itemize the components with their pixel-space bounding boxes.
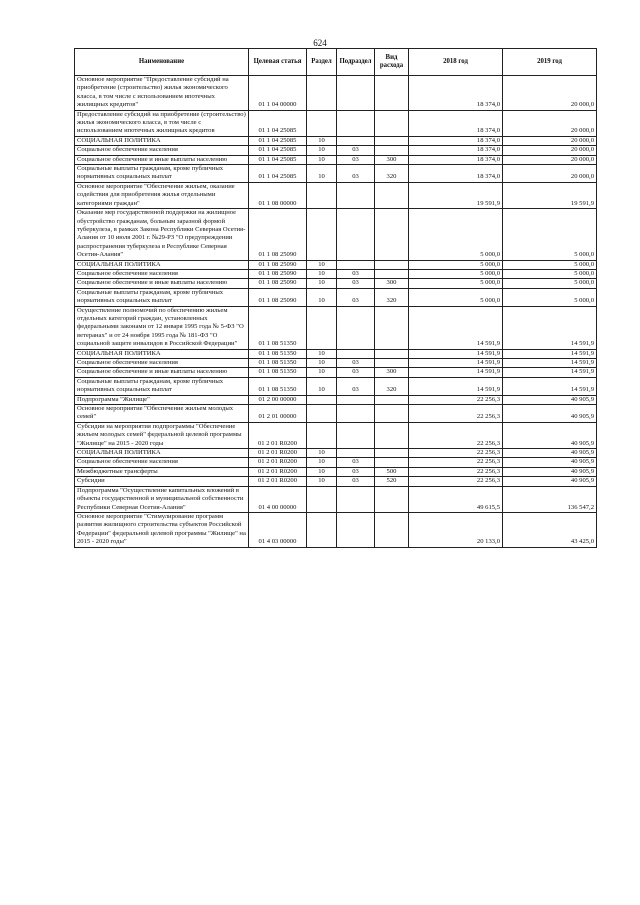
- row-code: 01 2 01 R0200: [249, 422, 307, 448]
- table-row: [75, 349, 597, 358]
- table-header-row: [75, 49, 597, 76]
- row-razdel: [307, 306, 337, 349]
- row-razdel: 10: [307, 155, 337, 164]
- row-vid: [375, 182, 409, 208]
- row-code: 01 1 08 51350: [249, 349, 307, 358]
- row-name: Социальное обеспечение населения: [75, 458, 249, 467]
- row-vid: [375, 512, 409, 547]
- row-2018: 22 256,3: [409, 477, 503, 486]
- header-code: Целевая статья: [249, 49, 307, 76]
- row-vid: [375, 359, 409, 368]
- page-number: 624: [313, 38, 327, 48]
- row-podrazdel: [337, 486, 375, 512]
- row-podrazdel: [337, 395, 375, 404]
- row-2018: 5 000,0: [409, 260, 503, 269]
- row-2019: 14 591,9: [503, 359, 597, 368]
- row-razdel: [307, 422, 337, 448]
- row-code: 01 2 01 R0200: [249, 449, 307, 458]
- row-podrazdel: 03: [337, 477, 375, 486]
- row-podrazdel: 03: [337, 467, 375, 476]
- row-razdel: [307, 76, 337, 111]
- row-code: 01 1 08 25090: [249, 279, 307, 288]
- row-2018: 5 000,0: [409, 279, 503, 288]
- row-code: 01 1 04 25085: [249, 110, 307, 136]
- row-vid: 300: [375, 155, 409, 164]
- row-name: Социальные выплаты гражданам, кроме публичных нормативных социальных выплат: [75, 165, 249, 183]
- table-row: [75, 182, 597, 208]
- row-razdel: 10: [307, 165, 337, 183]
- row-vid: 320: [375, 288, 409, 306]
- row-2019: 5 000,0: [503, 209, 597, 260]
- table-row: [75, 486, 597, 512]
- row-2019: 5 000,0: [503, 269, 597, 278]
- row-code: 01 2 01 R0200: [249, 467, 307, 476]
- header-podrazdel: Подраздел: [337, 49, 375, 76]
- row-code: 01 4 00 00000: [249, 486, 307, 512]
- row-2019: 40 905,9: [503, 458, 597, 467]
- row-code: 01 2 01 R0200: [249, 477, 307, 486]
- row-razdel: 10: [307, 136, 337, 145]
- row-2018: 5 000,0: [409, 288, 503, 306]
- row-code: 01 1 08 25090: [249, 260, 307, 269]
- row-2018: 19 591,9: [409, 182, 503, 208]
- row-vid: [375, 422, 409, 448]
- row-razdel: 10: [307, 477, 337, 486]
- header-name: Наименование: [75, 49, 249, 76]
- row-name: Основное мероприятие "Обеспечение жильем молодых семей": [75, 405, 249, 423]
- row-2019: 20 000,0: [503, 155, 597, 164]
- row-2018: 14 591,9: [409, 306, 503, 349]
- table-row: [75, 359, 597, 368]
- row-razdel: 10: [307, 349, 337, 358]
- row-vid: 300: [375, 279, 409, 288]
- row-razdel: 10: [307, 377, 337, 395]
- row-podrazdel: [337, 110, 375, 136]
- row-code: 01 2 01 00000: [249, 405, 307, 423]
- row-2019: 5 000,0: [503, 288, 597, 306]
- row-podrazdel: [337, 422, 375, 448]
- row-podrazdel: 03: [337, 269, 375, 278]
- row-name: Социальное обеспечение населения: [75, 359, 249, 368]
- header-vid: Вид расхода: [375, 49, 409, 76]
- row-razdel: 10: [307, 467, 337, 476]
- table-row: [75, 395, 597, 404]
- row-2018: 18 374,0: [409, 165, 503, 183]
- row-code: 01 4 03 00000: [249, 512, 307, 547]
- row-podrazdel: 03: [337, 288, 375, 306]
- row-vid: [375, 405, 409, 423]
- row-podrazdel: 03: [337, 165, 375, 183]
- row-razdel: [307, 405, 337, 423]
- row-podrazdel: 03: [337, 458, 375, 467]
- row-vid: [375, 449, 409, 458]
- row-razdel: [307, 486, 337, 512]
- row-vid: [375, 458, 409, 467]
- row-name: Социальное обеспечение и иные выплаты населению: [75, 368, 249, 377]
- row-razdel: 10: [307, 279, 337, 288]
- row-2019: 14 591,9: [503, 368, 597, 377]
- row-2019: 40 905,9: [503, 467, 597, 476]
- row-2019: 40 905,9: [503, 422, 597, 448]
- row-razdel: [307, 209, 337, 260]
- row-vid: 320: [375, 377, 409, 395]
- row-2019: 136 547,2: [503, 486, 597, 512]
- header-razdel: Раздел: [307, 49, 337, 76]
- row-name: Субсидии: [75, 477, 249, 486]
- row-podrazdel: [337, 76, 375, 111]
- row-code: 01 1 04 25085: [249, 165, 307, 183]
- row-2018: 18 374,0: [409, 136, 503, 145]
- row-razdel: [307, 182, 337, 208]
- row-2018: 5 000,0: [409, 269, 503, 278]
- row-vid: 300: [375, 368, 409, 377]
- row-name: Субсидии на мероприятия подпрограммы "Обеспечение жильем молодых семей" федеральной целевой программы "Жилище" на 2015 - 2020 годы: [75, 422, 249, 448]
- row-2019: 5 000,0: [503, 260, 597, 269]
- row-podrazdel: [337, 136, 375, 145]
- table-row: [75, 155, 597, 164]
- table-row: [75, 76, 597, 111]
- row-podrazdel: [337, 306, 375, 349]
- row-code: 01 2 00 00000: [249, 395, 307, 404]
- row-razdel: 10: [307, 449, 337, 458]
- row-2019: 43 425,0: [503, 512, 597, 547]
- row-2018: 20 133,0: [409, 512, 503, 547]
- row-vid: [375, 209, 409, 260]
- row-2019: 20 000,0: [503, 110, 597, 136]
- row-2018: 18 374,0: [409, 146, 503, 155]
- row-vid: [375, 349, 409, 358]
- row-name: Подпрограмма "Жилище": [75, 395, 249, 404]
- table-row: [75, 467, 597, 476]
- table-row: [75, 405, 597, 423]
- table-row: [75, 269, 597, 278]
- row-podrazdel: [337, 449, 375, 458]
- row-vid: [375, 269, 409, 278]
- row-2018: 22 256,3: [409, 449, 503, 458]
- row-vid: [375, 486, 409, 512]
- table-row: [75, 368, 597, 377]
- row-2018: 14 591,9: [409, 349, 503, 358]
- row-razdel: [307, 512, 337, 547]
- row-name: Оказание мер государственной поддержки на жилищное обустройство гражданам, больным заразной формой туберкулеза, в рамках Закона Республики Северная Осетия-Алания от 10 июля 2001 г. №29-РЗ "О предупреждении распространения туберкулеза в Республике Северная Осетия-Алания": [75, 209, 249, 260]
- row-2018: 22 256,3: [409, 458, 503, 467]
- row-podrazdel: [337, 349, 375, 358]
- row-code: 01 1 08 51350: [249, 359, 307, 368]
- row-2019: 14 591,9: [503, 306, 597, 349]
- row-name: Основное мероприятие "Предоставление субсидий на приобретение (строительство) жилья экономического класса, в том числе с использованием ипотечных жилищных кредитов": [75, 76, 249, 111]
- row-2019: 40 905,9: [503, 405, 597, 423]
- row-podrazdel: 03: [337, 155, 375, 164]
- table-row: [75, 260, 597, 269]
- row-name: Межбюджетные трансферты: [75, 467, 249, 476]
- row-razdel: [307, 110, 337, 136]
- row-code: 01 1 04 25085: [249, 136, 307, 145]
- table-row: [75, 279, 597, 288]
- row-2019: 20 000,0: [503, 146, 597, 155]
- row-vid: [375, 110, 409, 136]
- table-row: [75, 288, 597, 306]
- row-name: СОЦИАЛЬНАЯ ПОЛИТИКА: [75, 260, 249, 269]
- row-2019: 40 905,9: [503, 477, 597, 486]
- row-podrazdel: [337, 405, 375, 423]
- row-2018: 22 256,3: [409, 405, 503, 423]
- row-vid: [375, 136, 409, 145]
- row-vid: [375, 76, 409, 111]
- row-2019: 20 000,0: [503, 76, 597, 111]
- row-2018: 14 591,9: [409, 359, 503, 368]
- row-2019: 40 905,9: [503, 449, 597, 458]
- table-row: [75, 449, 597, 458]
- row-2019: 5 000,0: [503, 279, 597, 288]
- row-name: Социальные выплаты гражданам, кроме публичных нормативных социальных выплат: [75, 377, 249, 395]
- row-vid: [375, 260, 409, 269]
- row-name: Предоставление субсидий на приобретение (строительство) жилья экономического класса, в том числе с использованием ипотечных жилищных кредитов: [75, 110, 249, 136]
- row-vid: [375, 395, 409, 404]
- row-2019: 14 591,9: [503, 377, 597, 395]
- row-code: 01 1 08 51350: [249, 377, 307, 395]
- row-2018: 5 000,0: [409, 209, 503, 260]
- table-row: [75, 377, 597, 395]
- row-name: Социальное обеспечение и иные выплаты населению: [75, 155, 249, 164]
- row-2018: 18 374,0: [409, 155, 503, 164]
- row-code: 01 1 04 00000: [249, 76, 307, 111]
- row-name: Социальное обеспечение населения: [75, 146, 249, 155]
- header-2019: 2019 год: [503, 49, 597, 76]
- row-2019: 19 591,9: [503, 182, 597, 208]
- row-name: Основное мероприятие "Стимулирование программ развития жилищного строительства субъектов Российской Федерации" федеральной целевой программы "Жилище" на 2015 - 2020 годы": [75, 512, 249, 547]
- row-name: Подпрограмма "Осуществление капитальных вложений в объекты государственной и муниципальной собственности Республики Северная Осетия-Алания": [75, 486, 249, 512]
- row-code: 01 1 04 25085: [249, 155, 307, 164]
- row-razdel: 10: [307, 269, 337, 278]
- row-podrazdel: 03: [337, 279, 375, 288]
- row-name: Социальное обеспечение населения: [75, 269, 249, 278]
- row-2019: 14 591,9: [503, 349, 597, 358]
- table-row: [75, 422, 597, 448]
- row-razdel: [307, 395, 337, 404]
- row-podrazdel: [337, 512, 375, 547]
- row-podrazdel: [337, 182, 375, 208]
- row-code: 01 1 08 51350: [249, 368, 307, 377]
- row-vid: 520: [375, 477, 409, 486]
- row-2019: 40 905,9: [503, 395, 597, 404]
- row-2019: 20 000,0: [503, 136, 597, 145]
- row-code: 01 1 04 25085: [249, 146, 307, 155]
- row-podrazdel: 03: [337, 146, 375, 155]
- row-code: 01 1 08 51350: [249, 306, 307, 349]
- row-code: 01 2 01 R0200: [249, 458, 307, 467]
- table-row: [75, 110, 597, 136]
- row-name: Осуществление полномочий по обеспечению жильем отдельных категорий граждан, установленных федеральными законами от 12 января 1995 года № 5-ФЗ "О ветеранах" и от 24 ноября 1995 года № 181-ФЗ "О социальной защите инвалидов в Российской Федерации": [75, 306, 249, 349]
- row-vid: [375, 306, 409, 349]
- table-row: [75, 165, 597, 183]
- row-podrazdel: [337, 209, 375, 260]
- table-row: [75, 458, 597, 467]
- row-podrazdel: [337, 260, 375, 269]
- row-2018: 18 374,0: [409, 110, 503, 136]
- row-razdel: 10: [307, 359, 337, 368]
- row-razdel: 10: [307, 288, 337, 306]
- table-row: [75, 477, 597, 486]
- row-2019: 20 000,0: [503, 165, 597, 183]
- row-name: СОЦИАЛЬНАЯ ПОЛИТИКА: [75, 349, 249, 358]
- table-row: [75, 209, 597, 260]
- row-2018: 49 615,5: [409, 486, 503, 512]
- row-name: СОЦИАЛЬНАЯ ПОЛИТИКА: [75, 449, 249, 458]
- row-2018: 22 256,3: [409, 395, 503, 404]
- row-podrazdel: 03: [337, 359, 375, 368]
- table-row: [75, 136, 597, 145]
- row-vid: 320: [375, 165, 409, 183]
- row-name: СОЦИАЛЬНАЯ ПОЛИТИКА: [75, 136, 249, 145]
- row-name: Социальное обеспечение и иные выплаты населению: [75, 279, 249, 288]
- header-2018: 2018 год: [409, 49, 503, 76]
- row-razdel: 10: [307, 458, 337, 467]
- row-razdel: 10: [307, 146, 337, 155]
- row-podrazdel: 03: [337, 377, 375, 395]
- table-row: [75, 306, 597, 349]
- row-razdel: 10: [307, 368, 337, 377]
- row-2018: 22 256,3: [409, 422, 503, 448]
- row-name: Основное мероприятие "Обеспечение жильем, оказание содействия для приобретения жилья отдельными категориями граждан": [75, 182, 249, 208]
- row-code: 01 1 08 00000: [249, 182, 307, 208]
- table-row: [75, 512, 597, 547]
- row-code: 01 1 08 25090: [249, 269, 307, 278]
- table-row: [75, 146, 597, 155]
- row-razdel: 10: [307, 260, 337, 269]
- row-name: Социальные выплаты гражданам, кроме публичных нормативных социальных выплат: [75, 288, 249, 306]
- row-2018: 14 591,9: [409, 377, 503, 395]
- row-vid: 500: [375, 467, 409, 476]
- row-2018: 18 374,0: [409, 76, 503, 111]
- row-2018: 14 591,9: [409, 368, 503, 377]
- budget-table: [74, 48, 597, 548]
- row-code: 01 1 08 25090: [249, 209, 307, 260]
- row-2018: 22 256,3: [409, 467, 503, 476]
- row-vid: [375, 146, 409, 155]
- row-podrazdel: 03: [337, 368, 375, 377]
- row-code: 01 1 08 25090: [249, 288, 307, 306]
